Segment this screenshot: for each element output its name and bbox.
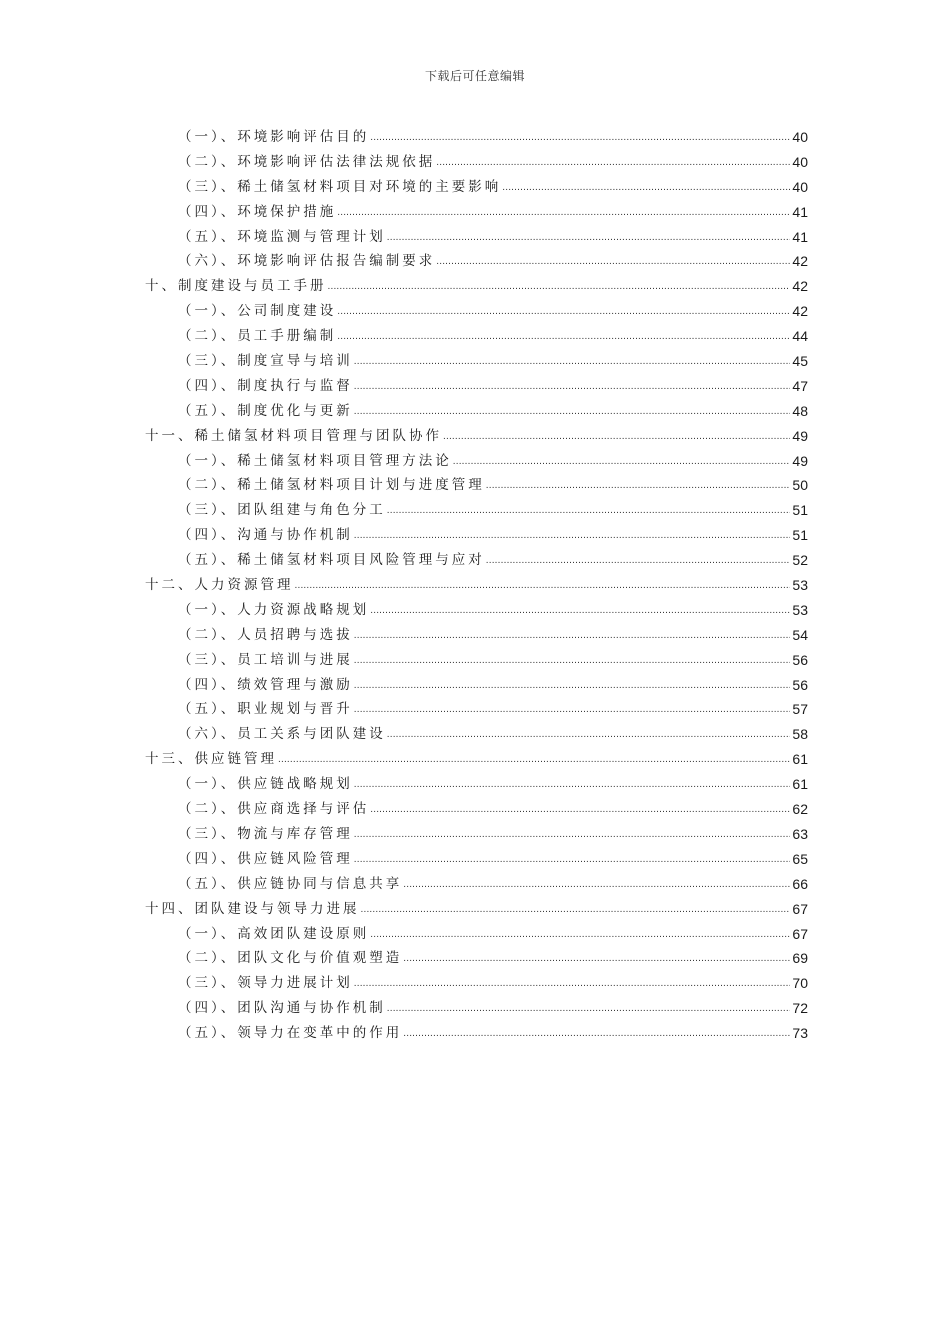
- toc-dot-leader: [486, 548, 791, 573]
- toc-dot-leader: [354, 772, 791, 797]
- toc-dot-leader: [278, 747, 790, 772]
- toc-page-number: 51: [792, 502, 808, 519]
- toc-page-number: 41: [792, 228, 808, 245]
- toc-chapter-entry[interactable]: [145, 573, 808, 598]
- toc-page-number: 49: [792, 452, 808, 469]
- toc-entry-title: （一）、高效团队建设原则: [178, 925, 370, 942]
- toc-entry-title: （四）、供应链风险管理: [178, 850, 353, 867]
- toc-entry-title: （三）、团队组建与角色分工: [178, 502, 386, 519]
- toc-section-entry[interactable]: [178, 324, 808, 349]
- toc-section-entry[interactable]: [178, 449, 808, 474]
- toc-chapter-entry[interactable]: [145, 747, 808, 772]
- toc-section-entry[interactable]: [178, 648, 808, 673]
- toc-page-number: 54: [792, 626, 808, 643]
- page-header: 下载后可任意编辑: [424, 69, 525, 83]
- toc-dot-leader: [387, 498, 791, 523]
- toc-dot-leader: [354, 523, 791, 548]
- toc-entry-title: （二）、人员招聘与选拔: [178, 626, 353, 643]
- toc-section-entry[interactable]: [178, 473, 808, 498]
- toc-entry-title: （三）、领导力进展计划: [178, 975, 353, 992]
- toc-page-number: 40: [792, 178, 808, 195]
- toc-entry-title: 十、制度建设与员工手册: [145, 278, 327, 295]
- toc-entry-title: 十一、稀土储氢材料项目管理与团队协作: [145, 427, 442, 444]
- toc-page-number: 73: [792, 1025, 808, 1042]
- toc-dot-leader: [354, 822, 791, 847]
- toc-page-number: 65: [792, 850, 808, 867]
- toc-dot-leader: [354, 697, 791, 722]
- toc-entry-title: （五）、职业规划与晋升: [178, 701, 353, 718]
- toc-entry-title: 十四、团队建设与领导力进展: [145, 900, 360, 917]
- toc-entry-title: （六）、员工关系与团队建设: [178, 726, 386, 743]
- table-of-contents: [0, 125, 950, 1046]
- toc-section-entry[interactable]: [178, 200, 808, 225]
- toc-dot-leader: [403, 1021, 790, 1046]
- toc-entry-title: （一）、人力资源战略规划: [178, 601, 370, 618]
- toc-page-number: 70: [792, 975, 808, 992]
- toc-dot-leader: [361, 897, 791, 922]
- toc-section-entry[interactable]: [178, 249, 808, 274]
- toc-entry-title: （五）、供应链协同与信息共享: [178, 875, 403, 892]
- toc-page-number: 52: [792, 552, 808, 569]
- toc-dot-leader: [354, 623, 791, 648]
- toc-section-entry[interactable]: [178, 822, 808, 847]
- toc-dot-leader: [387, 722, 791, 747]
- toc-page-number: 57: [792, 701, 808, 718]
- toc-section-entry[interactable]: [178, 1021, 808, 1046]
- toc-entry-title: （四）、环境保护措施: [178, 203, 337, 220]
- toc-section-entry[interactable]: [178, 722, 808, 747]
- toc-page-number: 42: [792, 303, 808, 320]
- toc-dot-leader: [354, 847, 791, 872]
- toc-page-number: 67: [792, 900, 808, 917]
- toc-entry-title: （二）、环境影响评估法律法规依据: [178, 153, 436, 170]
- toc-entry-title: （四）、团队沟通与协作机制: [178, 1000, 386, 1017]
- toc-page-number: 56: [792, 676, 808, 693]
- toc-page-number: 44: [792, 328, 808, 345]
- toc-dot-leader: [486, 473, 791, 498]
- toc-entry-title: （四）、制度执行与监督: [178, 377, 353, 394]
- toc-entry-title: （一）、稀土储氢材料项目管理方法论: [178, 452, 452, 469]
- toc-entry-title: （五）、制度优化与更新: [178, 402, 353, 419]
- toc-section-entry[interactable]: [178, 772, 808, 797]
- toc-dot-leader: [295, 573, 791, 598]
- toc-section-entry[interactable]: [178, 847, 808, 872]
- toc-section-entry[interactable]: [178, 623, 808, 648]
- toc-entry-title: （二）、员工手册编制: [178, 328, 337, 345]
- toc-page-number: 42: [792, 253, 808, 270]
- toc-section-entry[interactable]: [178, 697, 808, 722]
- toc-dot-leader: [453, 449, 791, 474]
- toc-page-number: 62: [792, 801, 808, 818]
- toc-page-number: 40: [792, 129, 808, 145]
- toc-page-number: 51: [792, 527, 808, 544]
- toc-entry-title: （四）、沟通与协作机制: [178, 527, 353, 544]
- toc-entry-title: （一）、供应链战略规划: [178, 776, 353, 793]
- toc-page-number: 42: [792, 278, 808, 295]
- toc-dot-leader: [436, 150, 790, 175]
- toc-dot-leader: [354, 648, 791, 673]
- toc-entry-title: （三）、物流与库存管理: [178, 825, 353, 842]
- toc-page-number: 61: [792, 776, 808, 793]
- toc-dot-leader: [337, 200, 790, 225]
- toc-section-entry[interactable]: [178, 872, 808, 897]
- toc-page-number: 66: [792, 875, 808, 892]
- toc-entry-title: （五）、领导力在变革中的作用: [178, 1025, 403, 1042]
- toc-dot-leader: [370, 125, 790, 150]
- toc-entry-title: （三）、稀土储氢材料项目对环境的主要影响: [178, 178, 502, 195]
- toc-section-entry[interactable]: [178, 673, 808, 698]
- toc-page-number: 49: [792, 427, 808, 444]
- toc-section-entry[interactable]: [178, 971, 808, 996]
- toc-dot-leader: [328, 274, 791, 299]
- toc-entry-title: （六）、环境影响评估报告编制要求: [178, 253, 436, 270]
- toc-chapter-entry[interactable]: [145, 897, 808, 922]
- toc-page-number: 69: [792, 950, 808, 967]
- toc-entry-title: （一）、公司制度建设: [178, 303, 337, 320]
- toc-dot-leader: [370, 797, 790, 822]
- toc-entry-title: （三）、制度宣导与培训: [178, 353, 353, 370]
- toc-section-entry[interactable]: [178, 399, 808, 424]
- toc-dot-leader: [387, 225, 791, 250]
- toc-dot-leader: [387, 996, 791, 1021]
- toc-entry-title: 十二、人力资源管理: [145, 577, 294, 594]
- toc-entry-title: （四）、绩效管理与激励: [178, 676, 353, 693]
- toc-section-entry[interactable]: [178, 125, 808, 150]
- toc-section-entry[interactable]: [178, 523, 808, 548]
- toc-entry-title: （五）、稀土储氢材料项目风险管理与应对: [178, 552, 485, 569]
- toc-dot-leader: [354, 971, 791, 996]
- toc-dot-leader: [502, 175, 790, 200]
- toc-entry-title: （一）、环境影响评估目的: [178, 129, 370, 145]
- toc-entry-title: （三）、员工培训与进展: [178, 651, 353, 668]
- toc-dot-leader: [436, 249, 790, 274]
- toc-page-number: 56: [792, 651, 808, 668]
- toc-section-entry[interactable]: [178, 175, 808, 200]
- toc-dot-leader: [354, 399, 791, 424]
- toc-dot-leader: [354, 349, 791, 374]
- toc-section-entry[interactable]: [178, 996, 808, 1021]
- toc-dot-leader: [370, 598, 790, 623]
- toc-dot-leader: [337, 299, 790, 324]
- toc-section-entry[interactable]: [178, 922, 808, 947]
- toc-dot-leader: [354, 374, 791, 399]
- toc-page-number: 53: [792, 601, 808, 618]
- toc-section-entry[interactable]: [178, 150, 808, 175]
- toc-section-entry[interactable]: [178, 374, 808, 399]
- toc-chapter-entry[interactable]: [145, 274, 808, 299]
- toc-entry-title: （二）、团队文化与价值观塑造: [178, 950, 403, 967]
- toc-page-number: 72: [792, 1000, 808, 1017]
- toc-entry-title: （五）、环境监测与管理计划: [178, 228, 386, 245]
- toc-page-number: 50: [792, 477, 808, 494]
- toc-chapter-entry[interactable]: [145, 424, 808, 449]
- toc-page-number: 47: [792, 377, 808, 394]
- toc-page-number: 63: [792, 825, 808, 842]
- toc-entry-title: （二）、供应商选择与评估: [178, 801, 370, 818]
- toc-section-entry[interactable]: [178, 299, 808, 324]
- toc-section-entry[interactable]: [178, 598, 808, 623]
- toc-page-number: 41: [792, 203, 808, 220]
- toc-dot-leader: [370, 922, 790, 947]
- toc-dot-leader: [354, 673, 791, 698]
- toc-section-entry[interactable]: [178, 349, 808, 374]
- toc-page-number: 67: [792, 925, 808, 942]
- toc-section-entry[interactable]: [178, 548, 808, 573]
- toc-page-number: 61: [792, 751, 808, 768]
- toc-section-entry[interactable]: [178, 498, 808, 523]
- toc-dot-leader: [443, 424, 790, 449]
- toc-dot-leader: [403, 872, 790, 897]
- toc-dot-leader: [337, 324, 790, 349]
- toc-page-number: 48: [792, 402, 808, 419]
- toc-page-number: 53: [792, 577, 808, 594]
- toc-page-number: 40: [792, 153, 808, 170]
- toc-dot-leader: [403, 946, 790, 971]
- toc-entry-title: 十三、供应链管理: [145, 751, 277, 768]
- toc-page-number: 58: [792, 726, 808, 743]
- toc-entry-title: （二）、稀土储氢材料项目计划与进度管理: [178, 477, 485, 494]
- toc-page-number: 45: [792, 353, 808, 370]
- toc-section-entry[interactable]: [178, 946, 808, 971]
- toc-section-entry[interactable]: [178, 797, 808, 822]
- toc-section-entry[interactable]: [178, 225, 808, 250]
